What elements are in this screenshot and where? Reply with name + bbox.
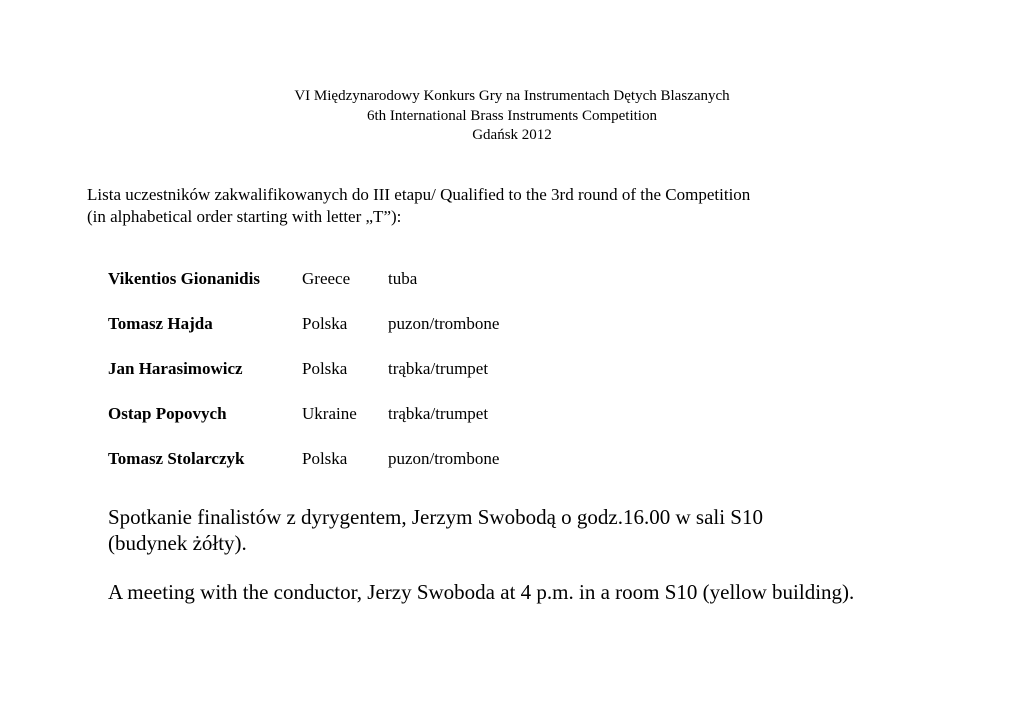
participant-name: Tomasz Hajda: [108, 314, 213, 333]
competition-title-pl: VI Międzynarodowy Konkurs Gry na Instrumentach Dętych Blaszanych: [294, 88, 730, 104]
meeting-pl-line-2: (budynek żółty).: [108, 531, 247, 555]
participant-instrument: puzon/trombone: [388, 449, 500, 468]
competition-place-year: Gdańsk 2012: [472, 127, 552, 143]
participant-name: Ostap Popovych: [108, 404, 227, 423]
competition-title-en: 6th International Brass Instruments Competition: [367, 107, 657, 124]
intro-line-2: (in alphabetical order starting with letter „T”):: [87, 207, 402, 226]
participant-country: Polska: [302, 314, 348, 333]
participant-name: Tomasz Stolarczyk: [108, 449, 245, 468]
participant-name: Vikentios Gionanidis: [108, 269, 260, 288]
participant-country: Greece: [302, 269, 351, 288]
participant-instrument: puzon/trombone: [388, 314, 500, 333]
qualified-list-intro: [87, 184, 750, 228]
meeting-pl-line-1: Spotkanie finalistów z dyrygentem, Jerzym Swobodą o godz.16.00 w sali S10: [108, 505, 763, 529]
participant-name: Jan Harasimowicz: [108, 359, 243, 378]
participant-instrument: trąbka/trumpet: [388, 404, 489, 423]
participant-country: Polska: [302, 449, 348, 468]
intro-line-1: Lista uczestników zakwalifikowanych do III etapu/ Qualified to the 3rd round of the Competition: [87, 185, 751, 204]
participant-country: Polska: [302, 359, 348, 378]
meeting-notice-pl: [108, 504, 763, 556]
participant-instrument: trąbka/trumpet: [388, 359, 489, 378]
meeting-en-line-1: A meeting with the conductor, Jerzy Swoboda at 4 p.m. in a room S10 (yellow building).: [108, 580, 855, 604]
document-header: [0, 87, 1024, 146]
participant-country: Ukraine: [302, 404, 357, 423]
meeting-notice-en: [108, 579, 854, 605]
participant-instrument: tuba: [388, 269, 418, 288]
